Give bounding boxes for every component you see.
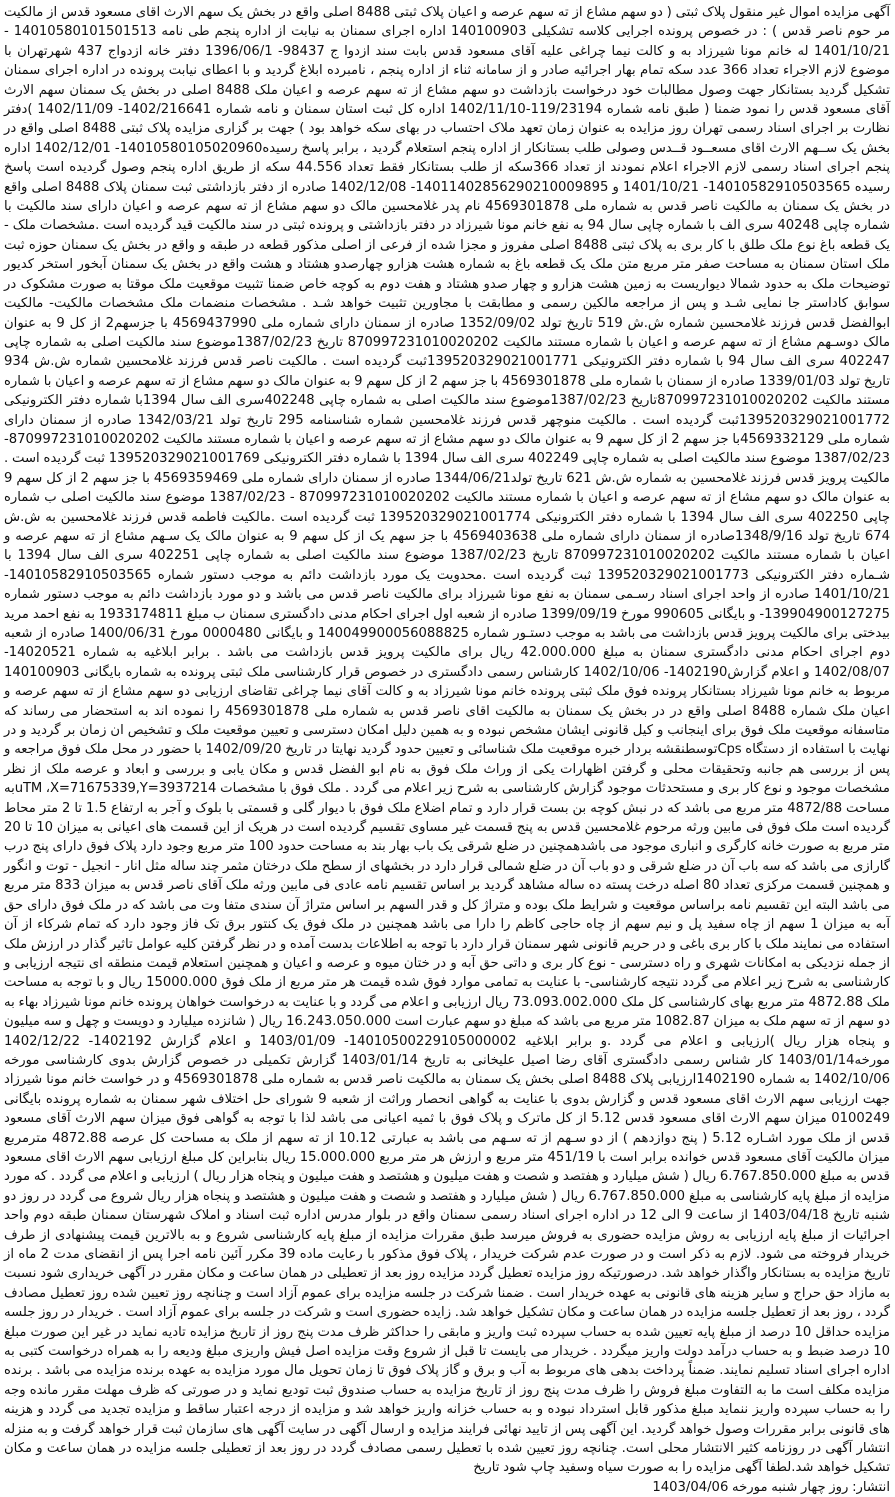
publish-date-label: انتشار: روز چهار شنبه مورخه [732,1479,890,1495]
notice-title: آگهی مزایده اموال غیر منقول پلاک ثبتی ( دو سهم مشاع از ته سهم عرصه و اعیان پلاک ثبتی 8488 اصلی واقع در بخش یک سهم الارث اقای مسعود قدس از مالکیت مر حوم ناصر قدس ) : [4,5,891,40]
publish-date: 1403/04/06 [652,1479,729,1495]
auction-notice-document [4,3,891,1495]
notice-body: در خصوص پرونده اجرایی کلاسه تشکیلی 140100903 اداره اجرای سمنان به نیابت از اداره پنجم طی نامه 14010580101501513 - 1401/10/21 له خانم مونا شیرزاد به و کالت نیما چراغی علیه آقای مسعود قدس بابت سند ازدوا ج 98437- 1396/06/1 دفتر خانه ازدواج 437 شهرتهران با موضوع لازم الاجراء تعداد 366 عدد سکه تمام بهار اجرائیه صادر و از سامانه ثناء از اداره پنجم ، نامبرده ابلاغ گردید و با اعطای نیابت پرونده در اداره اجرای سمنان تشکیل گردید بستانکار جهت وصول مطالبات خود درخواست بازداشت دو سهم مشاع از ته سهم عرصه و اعیان ملک 8488 اصلی در بخش یک سمنان سهم الارث آقای مسعود قدس را نمود ضمنا ( طبق نامه شماره 119/23194-1402/11/10 اداره کل ثبت استان سمنان و نامه شماره 1402/216641- 1402/11/09 )دفتر نظارت بر اجرای اسناد رسمی تهران روز مزایده به عنوان زمان تعهد ملاک احتساب در بهای سکه خواهد بود ) جهت بر گزاری مزایده پلاک ثبتی 8488 اصلی واقع در بخش یک ســهم الارث اقای مسعــود قــدس وصولی طلب بستانکار از اداره پنجم استعلام گردید ، برابر پاسخ رسیده14010580105020960- 1402/12/01 اداره پنجم اجرای اسناد رسمی لازم الاجراء اعلام نمودند از تعداد 366سکه از طلب بستانکار فقط تعداد 44.556 سکه از طریق اداره پنجم وصول گردیده است پاسخ رسیده 14010582910503565- 1401/10/21 و 14011402856290210009895- 1402/12/08 صادره از دفتر بازداشتی ثبت سمنان پلاک 8488 اصلی واقع در بخش یک سمنان به مالکیت ناصر قدس به شماره ملی 4569301878 نام پدر غلامحسین مالک دو سهم مشاع از ته سهم عرصه و اعیان دارای سند مالکیت با شماره چاپی 40248 سری الف با شماره چاپی سال 94 به نفع خانم مونا شیرزاد در دفتر بازداشتی و پرونده ثبتی در سند مالکیت قید گردیده است .مشخصات ملک - یک قطعه باغ نوع ملک طلق با کار بری به پلاک ثبتی 8488 اصلی مفروز و مجزا شده از فرعی از اصلی مذکور قطعه در طبقه و واقع در بخش یک سمنان حوزه ثبت ملک استان سمنان به مساحت صفر متر مربع متن ملک یک قطعه باغ به شماره هشت هزارو چهارصدو هشتاد و هشت واقع در بخش یک سمنان آبخور استخر کدیور توضیحات ملک به حدود شمالا دیواریست به زمین هشت هزارو و چهار صدو هشتاد و هفت دوم به کوچه خاص ضمنا تثبیت موقعیت ملک موقتا به صورت مشکوک در سوابق کاداستر جا نمایی شـد و پس از مراجعه مالکین رسمی و مطابقت با مجاورین تثبیت خواهد شـد . مشخصات منضمات ملک مشخصات مالکیت- مالکیت ابوالفضل قدس فرزند غلامحسین شماره ش.ش 519 تاریخ تولد 1352/09/02 صادره از سمنان دارای شماره ملی 4569437990 با جزسهم2 از کل 9 به عنوان مالک دوسـهم مشاع از ته سهم عرصه و اعیان با شماره مستند مالکیت 870997231010020202 تاریخ 1387/02/23موضوع سند مالکیت اصلی به شماره چاپی 402247 سری الف سال 94 با شماره دفتر الکترونیکی 139520329021001771ثبت گردیده است . مالکیت ناصر قدس فرزند غلامحسین شماره ش.ش 934 تاریخ تولد 1339/01/03 صادره از سمنان با شماره ملی 4569301878 با جز سهم 2 از کل سهم 9 به عنوان مالک دو سهم مشاع از ته سهم عرصه و اعیان با شماره مستند مالکیت 870997231010020202تاریخ 1387/02/23موضوع سند مالکیت اصلی به شماره چاپی 402248سری الف سال 1394با شماره دفتر الکترونیکی 139520329021001772ثبت گردیده است . مالکیت منوچهر قدس فرزند غلامحسین شماره شناسنامه 295 تاریخ تولد 1342/03/21 صادره از سمنان دارای شماره ملی 4569332129با جز سهم 2 از کل سهم 9 به عنوان مالک دو سهم مشاع از ته سهم عرصه و اعیان با شماره مستند مالکیت 870997231010020202- 1387/02/23 موضوع سند مالکیت اصلی به شماره چاپی 402249 سری الف سال 1394 با شماره دفتر الکترونیکی 139520329021001769 ثبت گردیده است . مالکیت پرویز قدس فرزند غلامحسین به شماره ش.ش 621 تاریخ تولد1344/06/21 صادره از سمنان دارای شماره ملی 4569359469 با جز سهم 2 از کل سهم 9 به عنوان مالک دو سهم مشاع از ته سهم عرصه و اعیان با شماره مستند مالکیت 870997231010020202 - 1387/02/23 موضوع سند مالکیت اصلی ب شماره چاپی 402250 سری الف سال 1394 با شماره دفتر الکترونیکی 139520329021001774 ثبت گردیده است .مالکیت فاطمه قدس فرزند غلامحسین به ش.ش 674 تاریخ تولد 1348/9/16صادره از سمنان دارای شماره ملی 4569403638 با جز سهم یک از کل سهم 9 به عنوان مالک یک سـهم مشاع از ته سهم عرصه و اعیان با شماره مستند مالکیت 870997231010020202 تاریخ 1387/02/23 موضوع سند مالکیت اصلی به شماره چاپی 402251 سری الف سال 1394 با شـماره دفتر الکترونیکی 139520329021001773 ثبت گردیده است .محدویت یک مورد بازداشت دائم به موجب دستور شماره 14010582910503565- 1401/10/21 صادره از واحد اجرای اسناد رسـمی سمنان به نفع مونا شیرزاد برای مالکیت ناصر قدس می باشد و دو مورد بازداشت دائم به موجب دستور شماره 139904900127275- و بایگانی 990605 مورخ 1399/09/19 صادره از شعبه اول اجرای احکام مدنی دادگستری سمنان ب مبلغ 1933174811 به نفع احمد مرید بیدختی برای مالکیت پرویز قدس بازداشت می باشد به موجب دستـور شماره 140049900056088825 و بایگانی 0000480 مورخ 1400/06/31 صادره از شعبه دوم اجرای احکام مدنی دادگستری سمنان به مبلغ 42.000.000 ریال برای مالکیت پرویز قدس بازداشت می باشد . برابر ابلاغیه به شماره 14020521-1402/08/07 و اعلام گزارش1402190- 1402/10/06 کارشناس رسمی دادگستری در خصوص قرار کارشناسی ملک ثبتی پرونده به شماره بایگانی 140100903 مربوط به خانم مونا شیرزاد بستانکار پرونده فوق ملک ثبتی پرونده خانم مونا شیرزاد به و کالت آقای نیما چراغی تقاضای ارزیابی دو سهم مشاع از ته سهم عرصه و اعیان ملک شماره 8488 اصلی واقع در در بخش یک سمنان به مالکیت اقای ناصر قدس به شماره ملی 4569301878 را نموده اند به استحضار می رساند که متاسفانه موقعیت ملک فوق برای اینجانب و کیل قانونی ایشان مشخص نبوده و به همین دلیل امکان دسترسی و تعیین موقعیت ملک و تشخیص ان زمان بر گردید و در نهایت با استفاده از دستگاه Cpsتوسطنقشه بردار خبره موقعیت ملک شناسائی و تعیین حدود گردید نهایتا در تاریخ 1402/09/20 با حضور در محل ملک فوق مراجعه و پس از بررسی هم جانبه وتحقیقات محلی و گرفتن اظهارات یکی از وراث ملک فوق به نام ابو الفضل قدس و مکان یابی و بررسی و ابعاد و عرصه ملک از نظر مشخصات موجود و نوع کار بری و مستحدثات موجود گزارش کارشناسی به شرح زیر اعلام می گردد . ملک فوق با مشخصات uTM ،X=71675339,Y=3937214به مساحت 4872/88 متر مربع می باشد که در نبش کوچه بن بست قرار دارد و تمام اضلاع ملک فوق با دیوار گلی و قسمتی با بلوک و آجر به ارتفاع 1.5 تا 2 متر محاط گردیده است ملک فوق فی مابین ورثه مرحوم غلامحسین قدس به پنج قسمت غیر مساوی تقسیم گردیده است در هریک از این قسمت های اعیانی به میزان 10 تا 20 متر مربع به صورت خانه کارگری و انباری موجود می باشدهمچنین در ضلع شرقی یک باب بهار بند به مساحت حدود 100 متر مربع وجود دارد پلاک فوق دارای پنج درب گارازی می باشد که سه باب آن در ضلع شرقی و دو باب آن در ضلع شمالی قرار دارد در بخشهای از سطح ملک درختان مثمر چند ساله مثل انار - انجیل - توت و انگور و همچنین قسمت مرکزی تعداد 80 اصله درخت پسته ده ساله مشاهد گردید بر اساس تقسیم نامه عادی فی مابین ورثه ملک آقای ناصر قدس به میزان 833 متر مربع می باشد البته این تقسیم نامه براساس موقعیت و شرایط ملک بوده و متراژ کل و قدر السهم بر اساس متراژ آن سندی متفا وت می باشد که در ملک فوق دارای حق آبه به میزان 1 سهم از چاه سفید پل و نیم سهم از چاه حاجی کاظم را دارا می باشد همچنین در ملک فوق یک کنتور برق تک فاز وجود دارد که تمام شرکاء از آن استفاده می نمایند ملک با کار بری باغی و در حریم قانونی شهر سمنان قرار دارد با توجه به اطلاعات بدست آمده و در نظر گرفتن کلیه عوامل تاثیر گذار در ارزش ملک از جمله نزدیکی به امکانات شهری و راه دسترسی - نوع کار بری و داتی حق آبه و در ختان میوه و عرصه و اعیان و همچنین استعلام قیمت منطقه ای نتیجه ارزیابی و کارشناسی به شرح زیر اعلام می گردد نتیجه کارشناسی- با عنایت به تمامی موارد فوق شده قیمت هر متر مربع از ملک فوق 15000.000 ریال و با توجه به مساحت ملک 4872.88 متر مربع بهای کارشناسی کل ملک 73.093.002.000 ریال ارزیابی و اعلام می گردد و با عنایت به درخواست خواهان پرونده خانم مونا شیرزاد بهاء به دو سهم از ته سهم ملک به میزان 1082.87 متر مربع می باشد که مبلغ دو سهم عبارت است 16.243.050.000 ریال ( شانزده میلیارد و دویست و چهل و سه میلیون و پنجاه هزار ریال )ارزیابی و اعلام می گردد .و برابر ابلاغیه 14010500229105000002- 1403/01/09 و اعلام گزارش 1402192- 1402/12/22 مورخه1403/01/14 کار شناس رسمی دادگستری آقای رضا اصیل علیخانی به تاریخ 1403/01/14 گزارش تکمیلی در خصوص گزارش بدوی کارشناسی مورخه 1402/10/06 به شماره 1402190ارزیابی پلاک 8488 اصلی بخش یک سمنان به مالکیت ناصر قدس به شماره ملی 4569301878 و در خواست خانم مونا شیرزاد جهت ارزیابی سهم الارث اقای مسعود قدس و گزارش بدوی با عنایت به گواهی انحصار وراثت از شعبه 9 شورای حل اختلاف شهر سمنان به شماره پرونده بایگانی 0100249 میزان سهم الارث اقای مسعود قدس 5.12 از کل ماترک و پلاک فوق با ثمیه اعیانی می باشد لذا با توجه به گواهی فوق میزان سهم الارث آقای مسعود قدس از ملک مورد اشـاره 5.12 ( پنج دوازدهم ) از دو سـهم از ته سـهم می باشد به عبارتی 10.12 از ته سهم از ملک به مساحت کل عرصه 4872.88 مترمربع میزان مالکیت آقای مسعود قدس خوانده برابر است با 451/19 متر مربع و ارزش هر متر مربع 15.000.000 ریال بنابراین کل مبلغ ارزیابی سهم الارث اقای مسعود قدس به مبلغ 6.767.850.000 ریال ( شش میلیارد و هفتصد و شصت و هفت میلیون و هشتصد و هفت میلیون و پنجاه هزار ریال ) ارزیابی و اعلام می گردد . که مورد مزایده از مبلغ پایه کارشناسی به مبلغ 6.767.850.000 ریال ( شش میلیارد و هفتصد و شصت و هفت میلیون و هشتصد و پنجاه هزار ریال شروع می گردد در روز دو شنبه تاریخ 1403/04/18 از ساعت 9 الی 12 در اداره اجرای اسناد رسمی سمنان واقع در بلوار مدرس اداره ثبت اسناد و املاک شهرستان سمنان طبقه دوم واحد اجرائیات از مبلغ پایه ارزیابی به روش مزایده حضوری به فروش میرسد طبق مقررات مزایده از مبلغ پایه کارشناسی شروع و به بالاترین قیمت پیشنهادی از طرف خریدار فروخته می شود. لازم به ذکر است و در صورت عدم شرکت خریدار ، پلاک فوق مذکور با رعایت ماده 39 مکرر آئین نامه اجرا پس از انقضای مدت 2 ماه از تاریخ مزایده به بستانکار واگذار خواهد شد. درصورتیکه روز مزایده تعطیل گردد مزایده روز بعد از تعطیلی در همان ساعت و مکان مقرر در آگهی خریداری شود نسبت به مازاد حق حراج و سایر هزینه های قانونی به عهده خریدار است . ضمنا شرکت در جلسه مزایده برای عموم آزاد است و چنانچه روز تعیین شده روز تعطیل مصادف گردد ، روز بعد از تعطیل جلسه مزایده در همان ساعت و مکان تشکیل خواهد شد. زایده حضوری است و شرکت در جلسه برای عموم آزاد است . خریدار در روز جلسه مزایده حداقل 10 درصد از مبلغ پایه تعیین شده به حساب سپرده ثبت واریز و مابقی را حداکثر ظرف مدت پنج روز از تاریخ مزایده تادیه نماید در غیر این صورت مبلغ 10 درصد ضبط و به حساب درآمد دولت واریز میگردد . خریدار می بایست تا قبل از شروع وقت مزایده اصل فیش واریزی مبلغ ودیعه را به همراه درخواست کتبی به اداره اجرای اسناد تسلیم نمایند. ضمناً پرداخت بدهی های مربوط به آب و برق و گاز پلاک فوق تا زمان تحویل مال مورد مزایده به عهده برنده مزایده می باشد . برنده مزایده مکلف است ما به التفاوت مبلغ فروش را ظرف مدت پنج روز از تاریخ مزایده به حساب صندوق ثبت تودیع نماید و در صورتی که ظرف مهلت مقرر مانده وجه را به حساب سپرده واریز ننماید مبلغ مذکور قابل استرداد نبوده و به حساب خزانه واریز خواهد شد و مزایده از درجه اعتبار ساقط و مزایده تجدید می گردد و هزینه های قانونی برابر مقررات وصول خواهد گردید. این آگهی پس از تایید نهائی فرایند مزایده و ارسال آگهی در سایت آگهی های سازمان ثبت قرار خواهد گرفت و به منزله انتشار آگهی در روزنامه کثیر الانتشار محلی است. چنانچه روز تعیین شده با تعطیل رسمی مصادف گردد در روز بعد از تعطیلی جلسه مزایده در همان ساعت و مکان تشکیل خواهد شد.لطفا آگهی مزایده را به صورت سیاه وسفید چاپ شود تاریخ [4,24,891,1476]
publish-date-line [4,1478,890,1497]
notice-text [4,3,890,1478]
